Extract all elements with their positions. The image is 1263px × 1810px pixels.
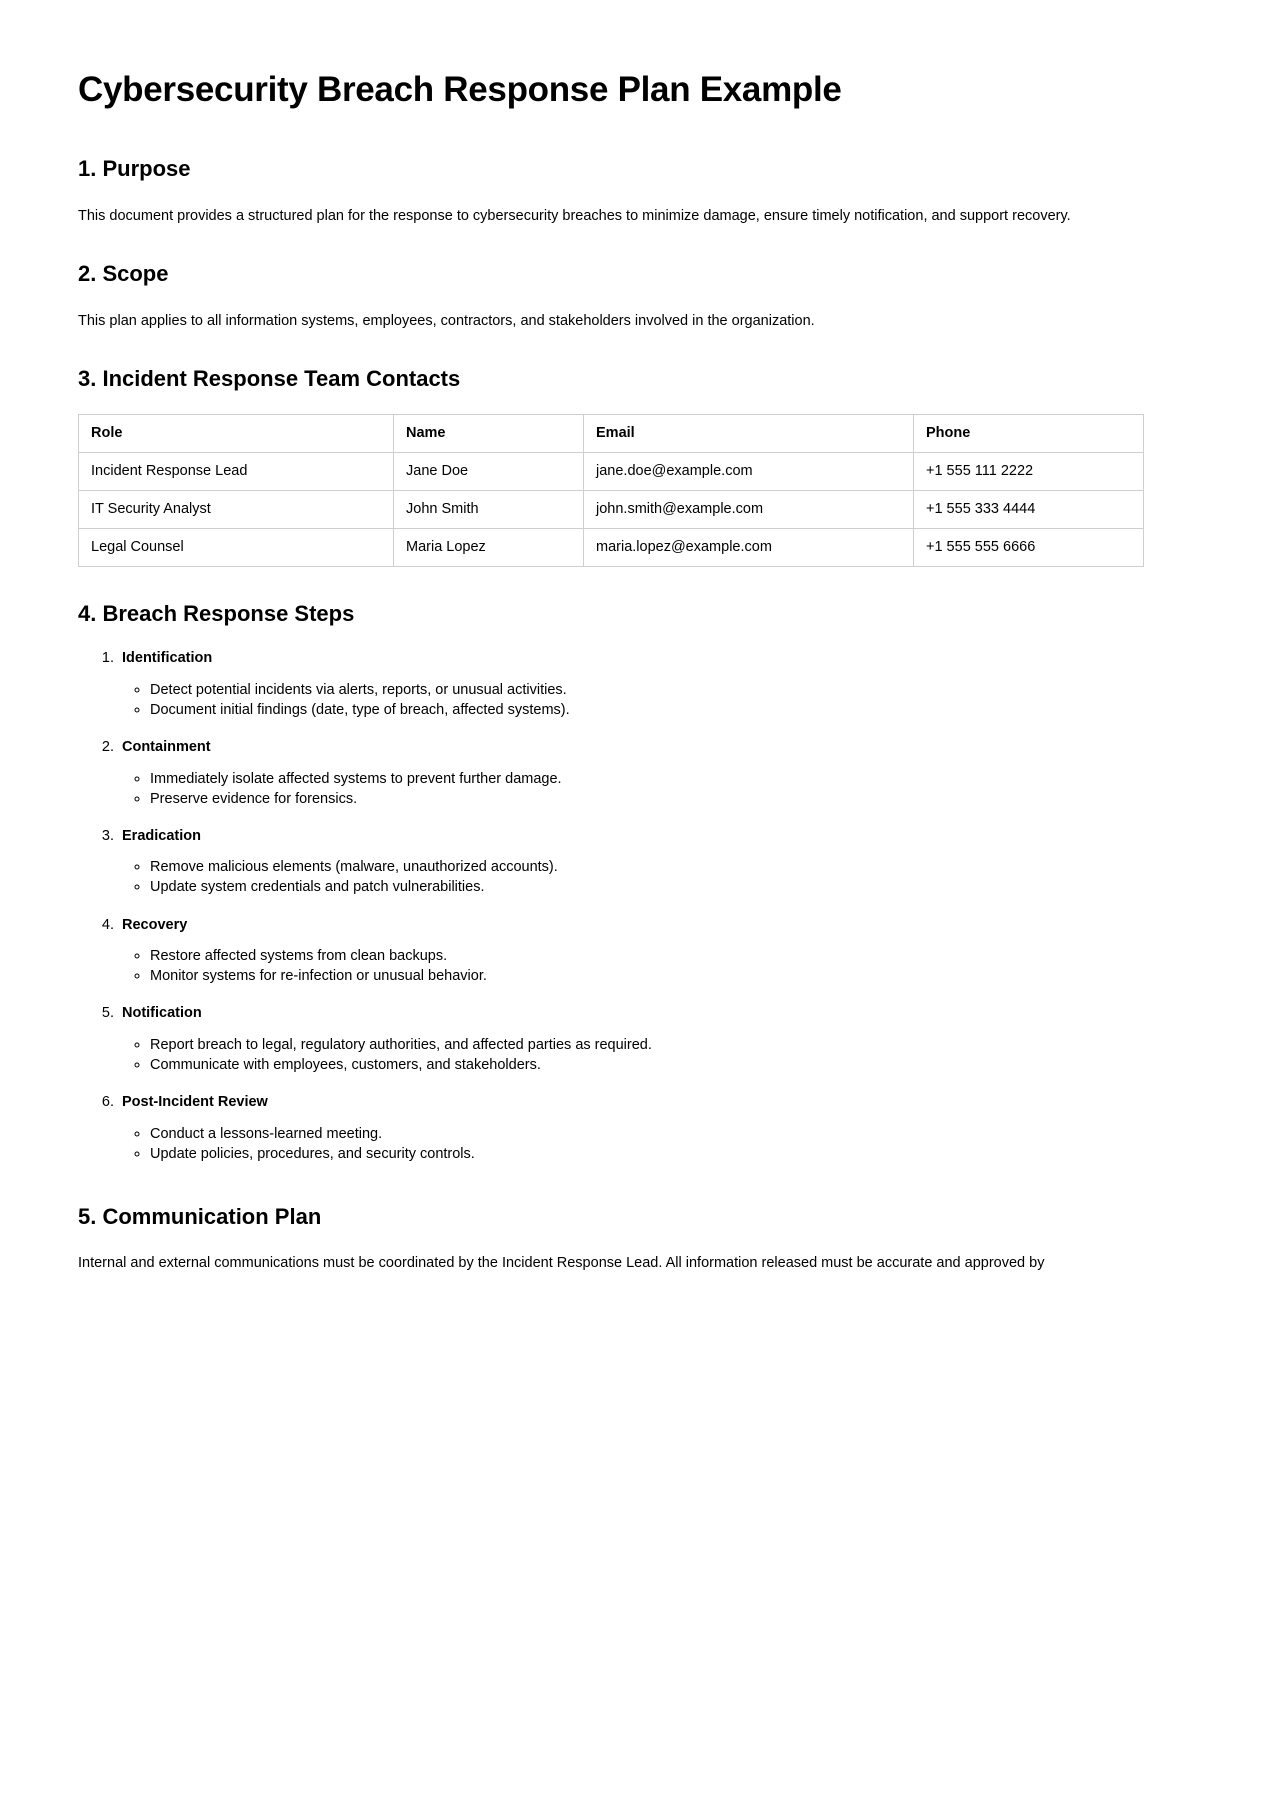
step-label: Recovery [122,916,188,933]
list-item: ◦ Immediately isolate affected systems to prevent further damage. [150,770,1185,789]
section-heading-steps: 4. Breach Response Steps [78,600,355,626]
step-label: Post-Incident Review [122,1094,268,1111]
page-title: Cybersecurity Breach Response Plan Example [78,70,842,109]
step-item [118,827,1185,898]
cell-email: jane.doe@example.com [584,453,914,491]
list-item: ◦ Update system credentials and patch vulnerabilities. [150,878,1185,897]
section-scope [78,261,1185,332]
step-item [118,649,1185,720]
step-bullet-list [122,681,1185,720]
table-row [79,491,1144,529]
section-heading-scope: 2. Scope [78,261,169,287]
communication-paragraph: Internal and external communications must be coordinated by the Incident Response Lead. All information released must be accurate and approved by [78,1255,1045,1272]
section-communication-plan [78,1204,1185,1271]
section-heading-contacts: 3. Incident Response Team Contacts [78,365,461,391]
contacts-table-body [79,453,1144,567]
list-item: ◦ Document initial findings (date, type of breach, affected systems). [150,701,1185,720]
scope-paragraph: This plan applies to all information systems, employees, contractors, and stakeholders involved in the organization. [78,312,815,329]
list-item: ◦ Detect potential incidents via alerts, reports, or unusual activities. [150,681,1185,700]
list-item: ◦ Restore affected systems from clean backups. [150,947,1185,966]
list-item: ◦ Monitor systems for re-infection or unusual behavior. [150,967,1185,986]
section-breach-response-steps [78,601,1185,1164]
cell-email: maria.lopez@example.com [584,528,914,566]
section-purpose [78,156,1185,227]
cell-email: john.smith@example.com [584,491,914,529]
column-header-phone: Phone [914,415,1144,453]
section-contacts [78,366,1185,567]
step-bullet-list [122,1036,1185,1075]
table-row [79,528,1144,566]
step-label: Identification [122,650,213,667]
list-item: ◦ Remove malicious elements (malware, unauthorized accounts). [150,858,1185,877]
step-item [118,738,1185,809]
list-item: ◦ Conduct a lessons-learned meeting. [150,1125,1185,1144]
cell-phone: +1 555 333 4444 [914,491,1144,529]
contacts-table-head [79,415,1144,453]
step-item [118,1093,1185,1164]
cell-phone: +1 555 555 6666 [914,528,1144,566]
list-item: ◦ Communicate with employees, customers, and stakeholders. [150,1056,1185,1075]
cell-role: Legal Counsel [79,528,394,566]
step-bullet-list [122,1125,1185,1164]
step-label: Notification [122,1005,202,1022]
list-item: ◦ Report breach to legal, regulatory authorities, and affected parties as required. [150,1036,1185,1055]
cell-name: Maria Lopez [394,528,584,566]
cell-name: John Smith [394,491,584,529]
section-heading-purpose: 1. Purpose [78,156,191,182]
cell-role: Incident Response Lead [79,453,394,491]
purpose-paragraph: This document provides a structured plan for the response to cybersecurity breaches to minimize damage, ensure timely notification, and support recovery. [78,207,1071,224]
step-label: Containment [122,738,211,755]
list-item: ◦ Preserve evidence for forensics. [150,790,1185,809]
step-item [118,916,1185,987]
contacts-table [78,414,1144,566]
breach-response-steps-list [78,649,1185,1164]
cell-role: IT Security Analyst [79,491,394,529]
step-bullet-list [122,858,1185,897]
table-header-row [79,415,1144,453]
step-bullet-list [122,947,1185,986]
table-row [79,453,1144,491]
cell-name: Jane Doe [394,453,584,491]
list-item: ◦ Update policies, procedures, and security controls. [150,1145,1185,1164]
step-label: Eradication [122,827,201,844]
cell-phone: +1 555 111 2222 [914,453,1144,491]
section-heading-communication: 5. Communication Plan [78,1204,322,1229]
column-header-email: Email [584,415,914,453]
column-header-role: Role [79,415,394,453]
column-header-name: Name [394,415,584,453]
step-item [118,1004,1185,1075]
step-bullet-list [122,770,1185,809]
